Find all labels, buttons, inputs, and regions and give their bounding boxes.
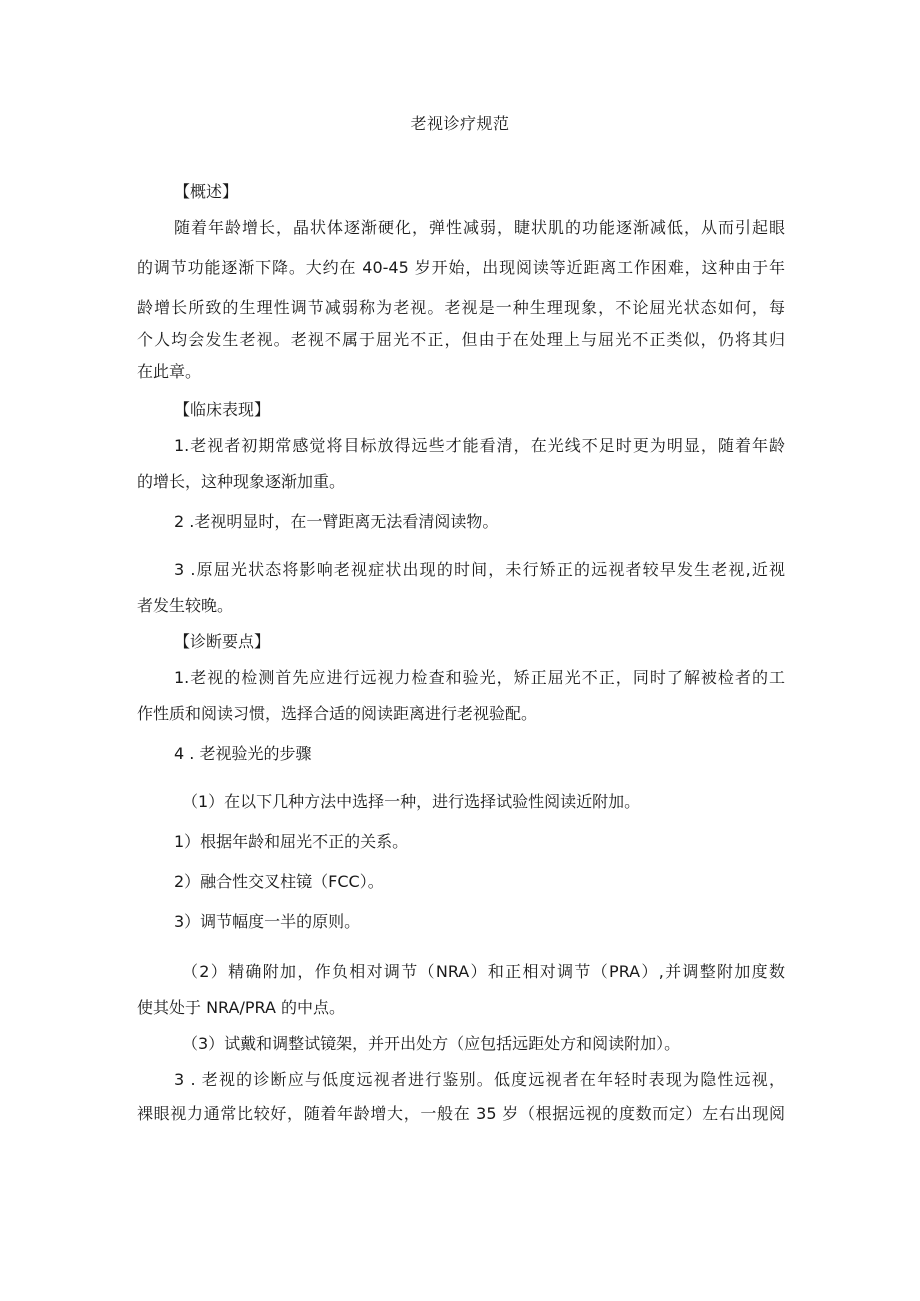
- diagnosis-item-4: 4 . 老视验光的步骤: [174, 744, 312, 763]
- diagnosis-heading: 【诊断要点】: [174, 632, 271, 651]
- document-title: 老视诊疗规范: [410, 114, 510, 133]
- method-2: 2）融合性交叉柱镜（FCC）。: [174, 872, 384, 891]
- diagnosis-step-2-line-1: （2）精确附加，作负相对调节（NRA）和正相对调节（PRA）,并调整附加度数: [182, 962, 785, 981]
- overview-line-4: 个人均会发生老视。老视不属于屈光不正，但由于在处理上与屈光不正类似，仍将其归: [137, 330, 785, 349]
- diagnosis-step-1: （1）在以下几种方法中选择一种，进行选择试验性阅读近附加。: [182, 792, 641, 811]
- clinical-heading: 【临床表现】: [174, 400, 271, 419]
- overview-heading: 【概述】: [174, 182, 239, 201]
- clinical-item-1-line-2: 的增长，这种现象逐渐加重。: [137, 472, 346, 491]
- overview-line-3: 龄增长所致的生理性调节减弱称为老视。老视是一种生理现象，不论屈光状态如何，每: [137, 298, 785, 317]
- clinical-item-1-line-1: 1.老视者初期常感觉将目标放得远些才能看清，在光线不足时更为明显，随着年龄: [174, 436, 785, 455]
- clinical-item-2: 2 .老视明显时，在一臂距离无法看清阅读物。: [174, 512, 499, 531]
- overview-line-1: 随着年龄增长，晶状体逐渐硬化，弹性减弱，睫状肌的功能逐渐减低，从而引起眼: [174, 218, 785, 237]
- diagnosis-item-1-line-2: 作性质和阅读习惯，选择合适的阅读距离进行老视验配。: [137, 704, 538, 723]
- clinical-item-3-line-1: 3 .原屈光状态将影响老视症状出现的时间，未行矫正的远视者较早发生老视,近视: [174, 560, 785, 579]
- method-1: 1）根据年龄和屈光不正的关系。: [174, 832, 409, 851]
- diagnosis-item-3b-line-2: 裸眼视力通常比较好，随着年龄增大，一般在 35 岁（根据远视的度数而定）左右出现阅: [137, 1104, 785, 1123]
- diagnosis-item-3b-line-1: 3 . 老视的诊断应与低度远视者进行鉴别。低度远视者在年轻时表现为隐性远视，: [174, 1070, 785, 1089]
- diagnosis-step-3: （3）试戴和调整试镜架，并开出处方（应包括远距处方和阅读附加）。: [182, 1034, 681, 1053]
- overview-line-2: 的调节功能逐渐下降。大约在 40-45 岁开始，出现阅读等近距离工作困难，这种由于年: [137, 258, 785, 277]
- diagnosis-step-2-line-2: 使其处于 NRA/PRA 的中点。: [137, 998, 346, 1017]
- clinical-item-3-line-2: 者发生较晚。: [137, 596, 234, 615]
- diagnosis-item-1-line-1: 1.老视的检测首先应进行远视力检查和验光，矫正屈光不正，同时了解被检者的工: [174, 668, 785, 687]
- method-3: 3）调节幅度一半的原则。: [174, 912, 361, 931]
- overview-line-5: 在此章。: [137, 362, 202, 381]
